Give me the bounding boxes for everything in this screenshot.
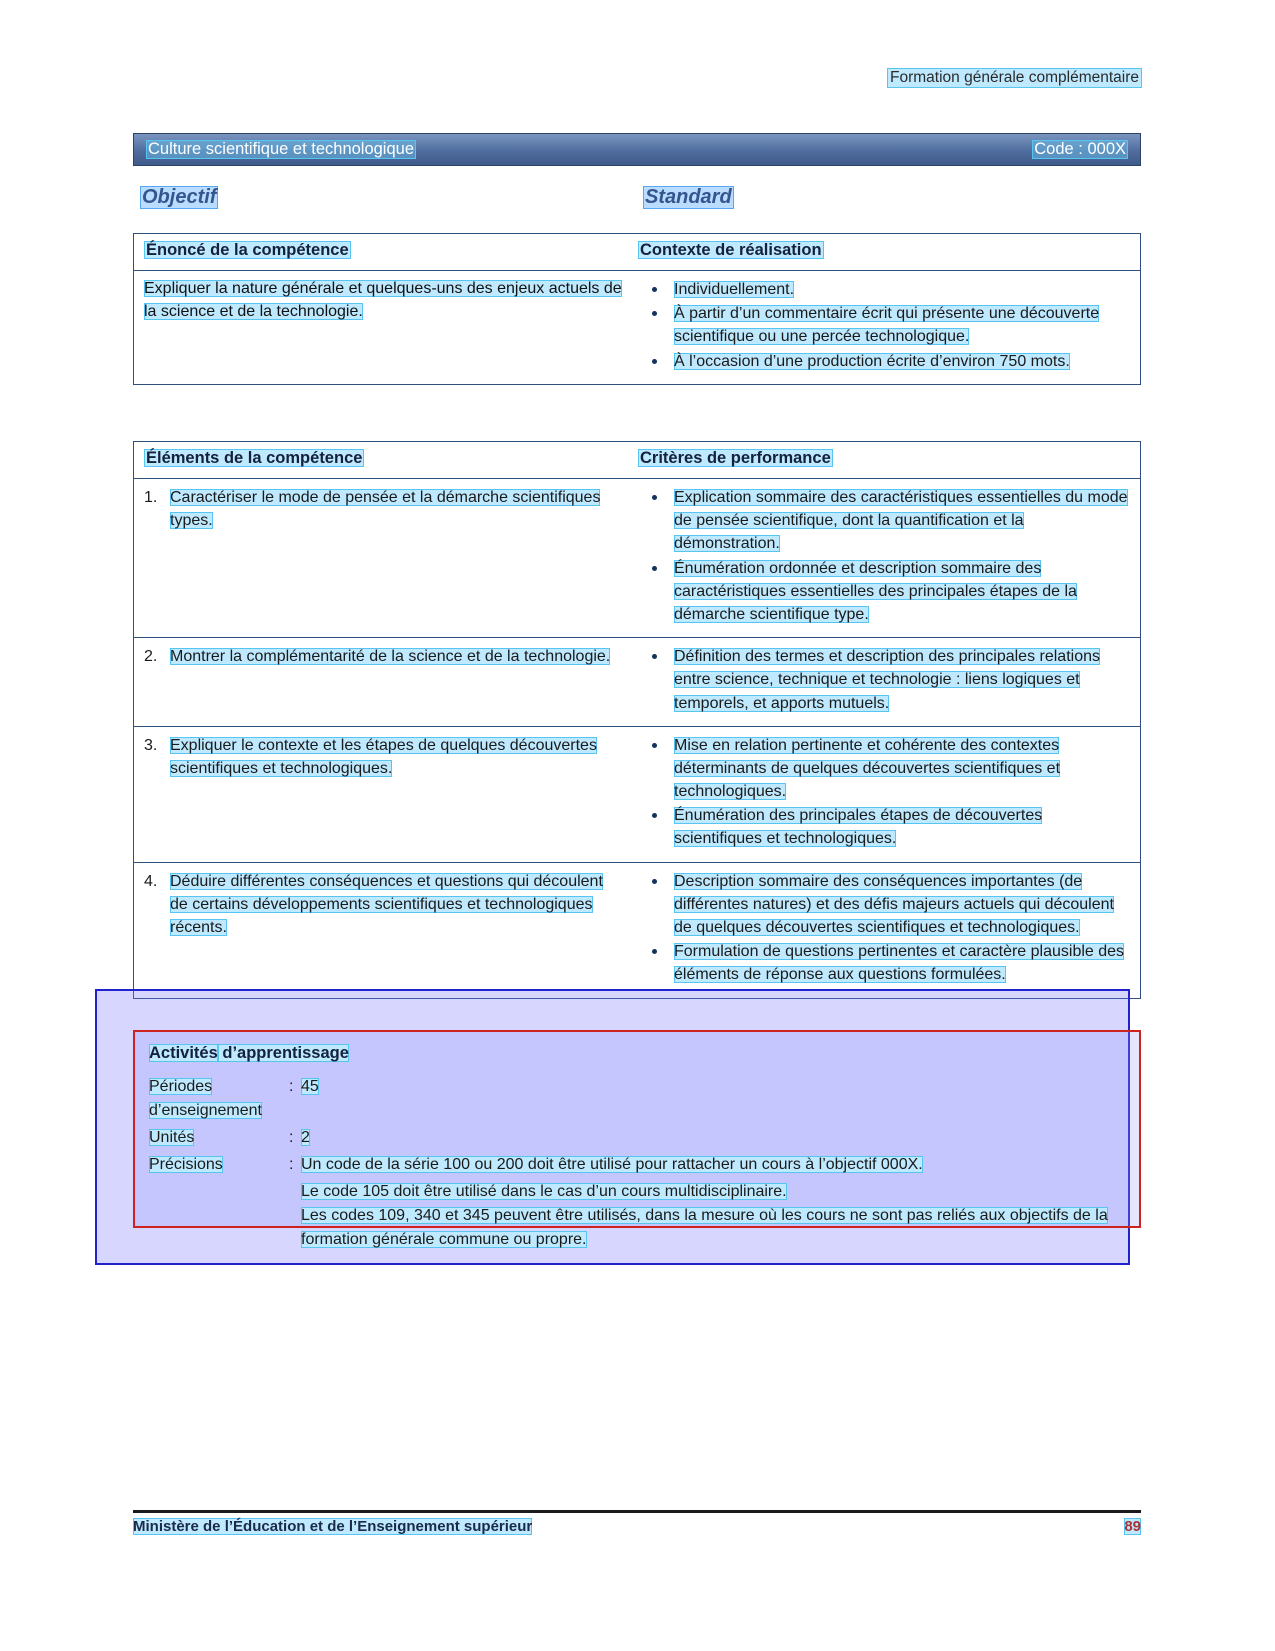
criteria-list (638, 734, 1130, 851)
criteria-cell (634, 727, 1140, 862)
element-text: Montrer la complémentarité de la science et de la technologie. (170, 648, 611, 666)
units-value: 2 (301, 1129, 310, 1146)
periods-value: 45 (301, 1078, 319, 1095)
colon-separator: : (289, 1078, 294, 1095)
list-item: À partir d’un commentaire écrit qui présente une découverte scientifique ou une percée technologique. (638, 302, 1130, 348)
criteria-list (638, 645, 1130, 715)
label-objectif: Objectif (142, 186, 217, 208)
competence-table (133, 233, 1141, 385)
criteria-list (638, 486, 1130, 626)
criteria-cell (634, 479, 1140, 637)
activities-title-rest: d’apprentissage (217, 1044, 349, 1062)
precisions-continuation-3 (301, 1204, 1125, 1252)
colon-separator: : (289, 1129, 294, 1146)
criteria-cell (634, 863, 1140, 998)
element-cell (134, 863, 634, 998)
competence-table-header-row (134, 234, 1140, 270)
table-row (134, 478, 1140, 637)
list-item: Formulation de questions pertinentes et caractère plausible des éléments de réponse aux questions formulées. (638, 940, 1130, 986)
precisions-text-2: Le code 105 doit être utilisé dans le cas d’un cours multidisciplinaire. (301, 1183, 787, 1200)
competence-statement: Expliquer la nature générale et quelques-uns des enjeux actuels de la science et de la technologie. (144, 280, 622, 320)
competence-header-left (134, 234, 634, 270)
element-number: 4. (144, 872, 158, 890)
list-item: Explication sommaire des caractéristiques essentielles du mode de pensée scientifique, dont la quantification et la démonstration. (638, 486, 1130, 556)
footer-organization: Ministère de l’Éducation et de l’Enseignement supérieur (133, 1518, 533, 1535)
units-line (149, 1126, 1125, 1150)
element-cell (134, 638, 634, 726)
course-code: Code : 000X (1034, 140, 1126, 158)
units-label: Unités (149, 1129, 195, 1146)
elements-table-header-row (134, 442, 1140, 478)
course-title: Culture scientifique et technologique (148, 140, 415, 158)
list-item: Mise en relation pertinente et cohérente des contextes déterminants de quelques découvertes scientifiques et technologiques. (638, 734, 1130, 804)
table-row (134, 637, 1140, 726)
elements-header-left (134, 442, 634, 478)
periods-line (149, 1075, 1125, 1123)
page-footer (133, 1518, 1141, 1535)
list-item: Énumération des principales étapes de découvertes scientifiques et technologiques. (638, 804, 1130, 850)
table-row (134, 726, 1140, 862)
criteria-cell (634, 638, 1140, 726)
element-number: 2. (144, 648, 158, 666)
list-item: À l’occasion d’une production écrite d’environ 750 mots. (638, 350, 1130, 373)
list-item: Énumération ordonnée et description sommaire des caractéristiques essentielles des principales étapes de la démarche scientifique type. (638, 557, 1130, 627)
activities-title-bold: Activités (149, 1044, 218, 1062)
element-number: 1. (144, 489, 158, 506)
precisions-label: Précisions (149, 1156, 223, 1173)
element-text: Expliquer le contexte et les étapes de quelques découvertes scientifiques et technologiques. (170, 736, 597, 777)
element-number: 3. (144, 736, 158, 754)
competence-header-right-label: Contexte de réalisation (640, 241, 822, 259)
objectif-standard-labels (140, 186, 1140, 212)
list-item: Individuellement. (638, 278, 1130, 301)
criteria-list (638, 870, 1130, 987)
precisions-text-3: Les codes 109, 340 et 345 peuvent être utilisés, dans la mesure où les cours ne sont pas reliés aux objectifs de la formation générale commune ou propre. (301, 1207, 1108, 1248)
competence-statement-cell (134, 271, 634, 384)
activities-title (149, 1044, 1125, 1063)
elements-header-right (634, 442, 1140, 478)
course-title-bar (133, 133, 1141, 166)
list-item: Définition des termes et description des principales relations entre science, technique et technologie : liens logiques et temporels, et apports mutuels. (638, 645, 1130, 715)
context-list (638, 278, 1130, 373)
list-item: Description sommaire des conséquences importantes (de différentes natures) et des défis majeurs actuels qui découlent de quelques découvertes scientifiques et technologiques. (638, 870, 1130, 940)
competence-header-left-label: Énoncé de la compétence (146, 241, 349, 259)
table-row (134, 862, 1140, 998)
element-text: Déduire différentes conséquences et questions qui découlent de certains développements scientifiques et technologiques récents. (170, 872, 603, 936)
precisions-continuation-2 (301, 1180, 1125, 1204)
competence-header-right (634, 234, 1140, 270)
elements-header-left-label: Éléments de la compétence (146, 449, 363, 467)
label-standard: Standard (645, 186, 732, 208)
elements-table (133, 441, 1141, 999)
precisions-line (149, 1153, 1125, 1177)
periods-label: Périodes d’enseignement (149, 1078, 262, 1119)
page-header-text: Formation générale complémentaire (887, 68, 1142, 88)
elements-header-right-label: Critères de performance (640, 449, 831, 467)
competence-table-body-row (134, 270, 1140, 384)
footer-divider (133, 1510, 1141, 1513)
colon-separator: : (289, 1156, 294, 1173)
precisions-text-1: Un code de la série 100 ou 200 doit être utilisé pour rattacher un cours à l’objectif 000X. (301, 1156, 923, 1173)
activities-box (133, 1030, 1141, 1248)
element-cell (134, 727, 634, 862)
element-cell (134, 479, 634, 637)
competence-context-cell (634, 271, 1140, 384)
element-text: Caractériser le mode de pensée et la démarche scientifiques types. (170, 489, 601, 530)
page-number: 89 (1124, 1518, 1141, 1535)
